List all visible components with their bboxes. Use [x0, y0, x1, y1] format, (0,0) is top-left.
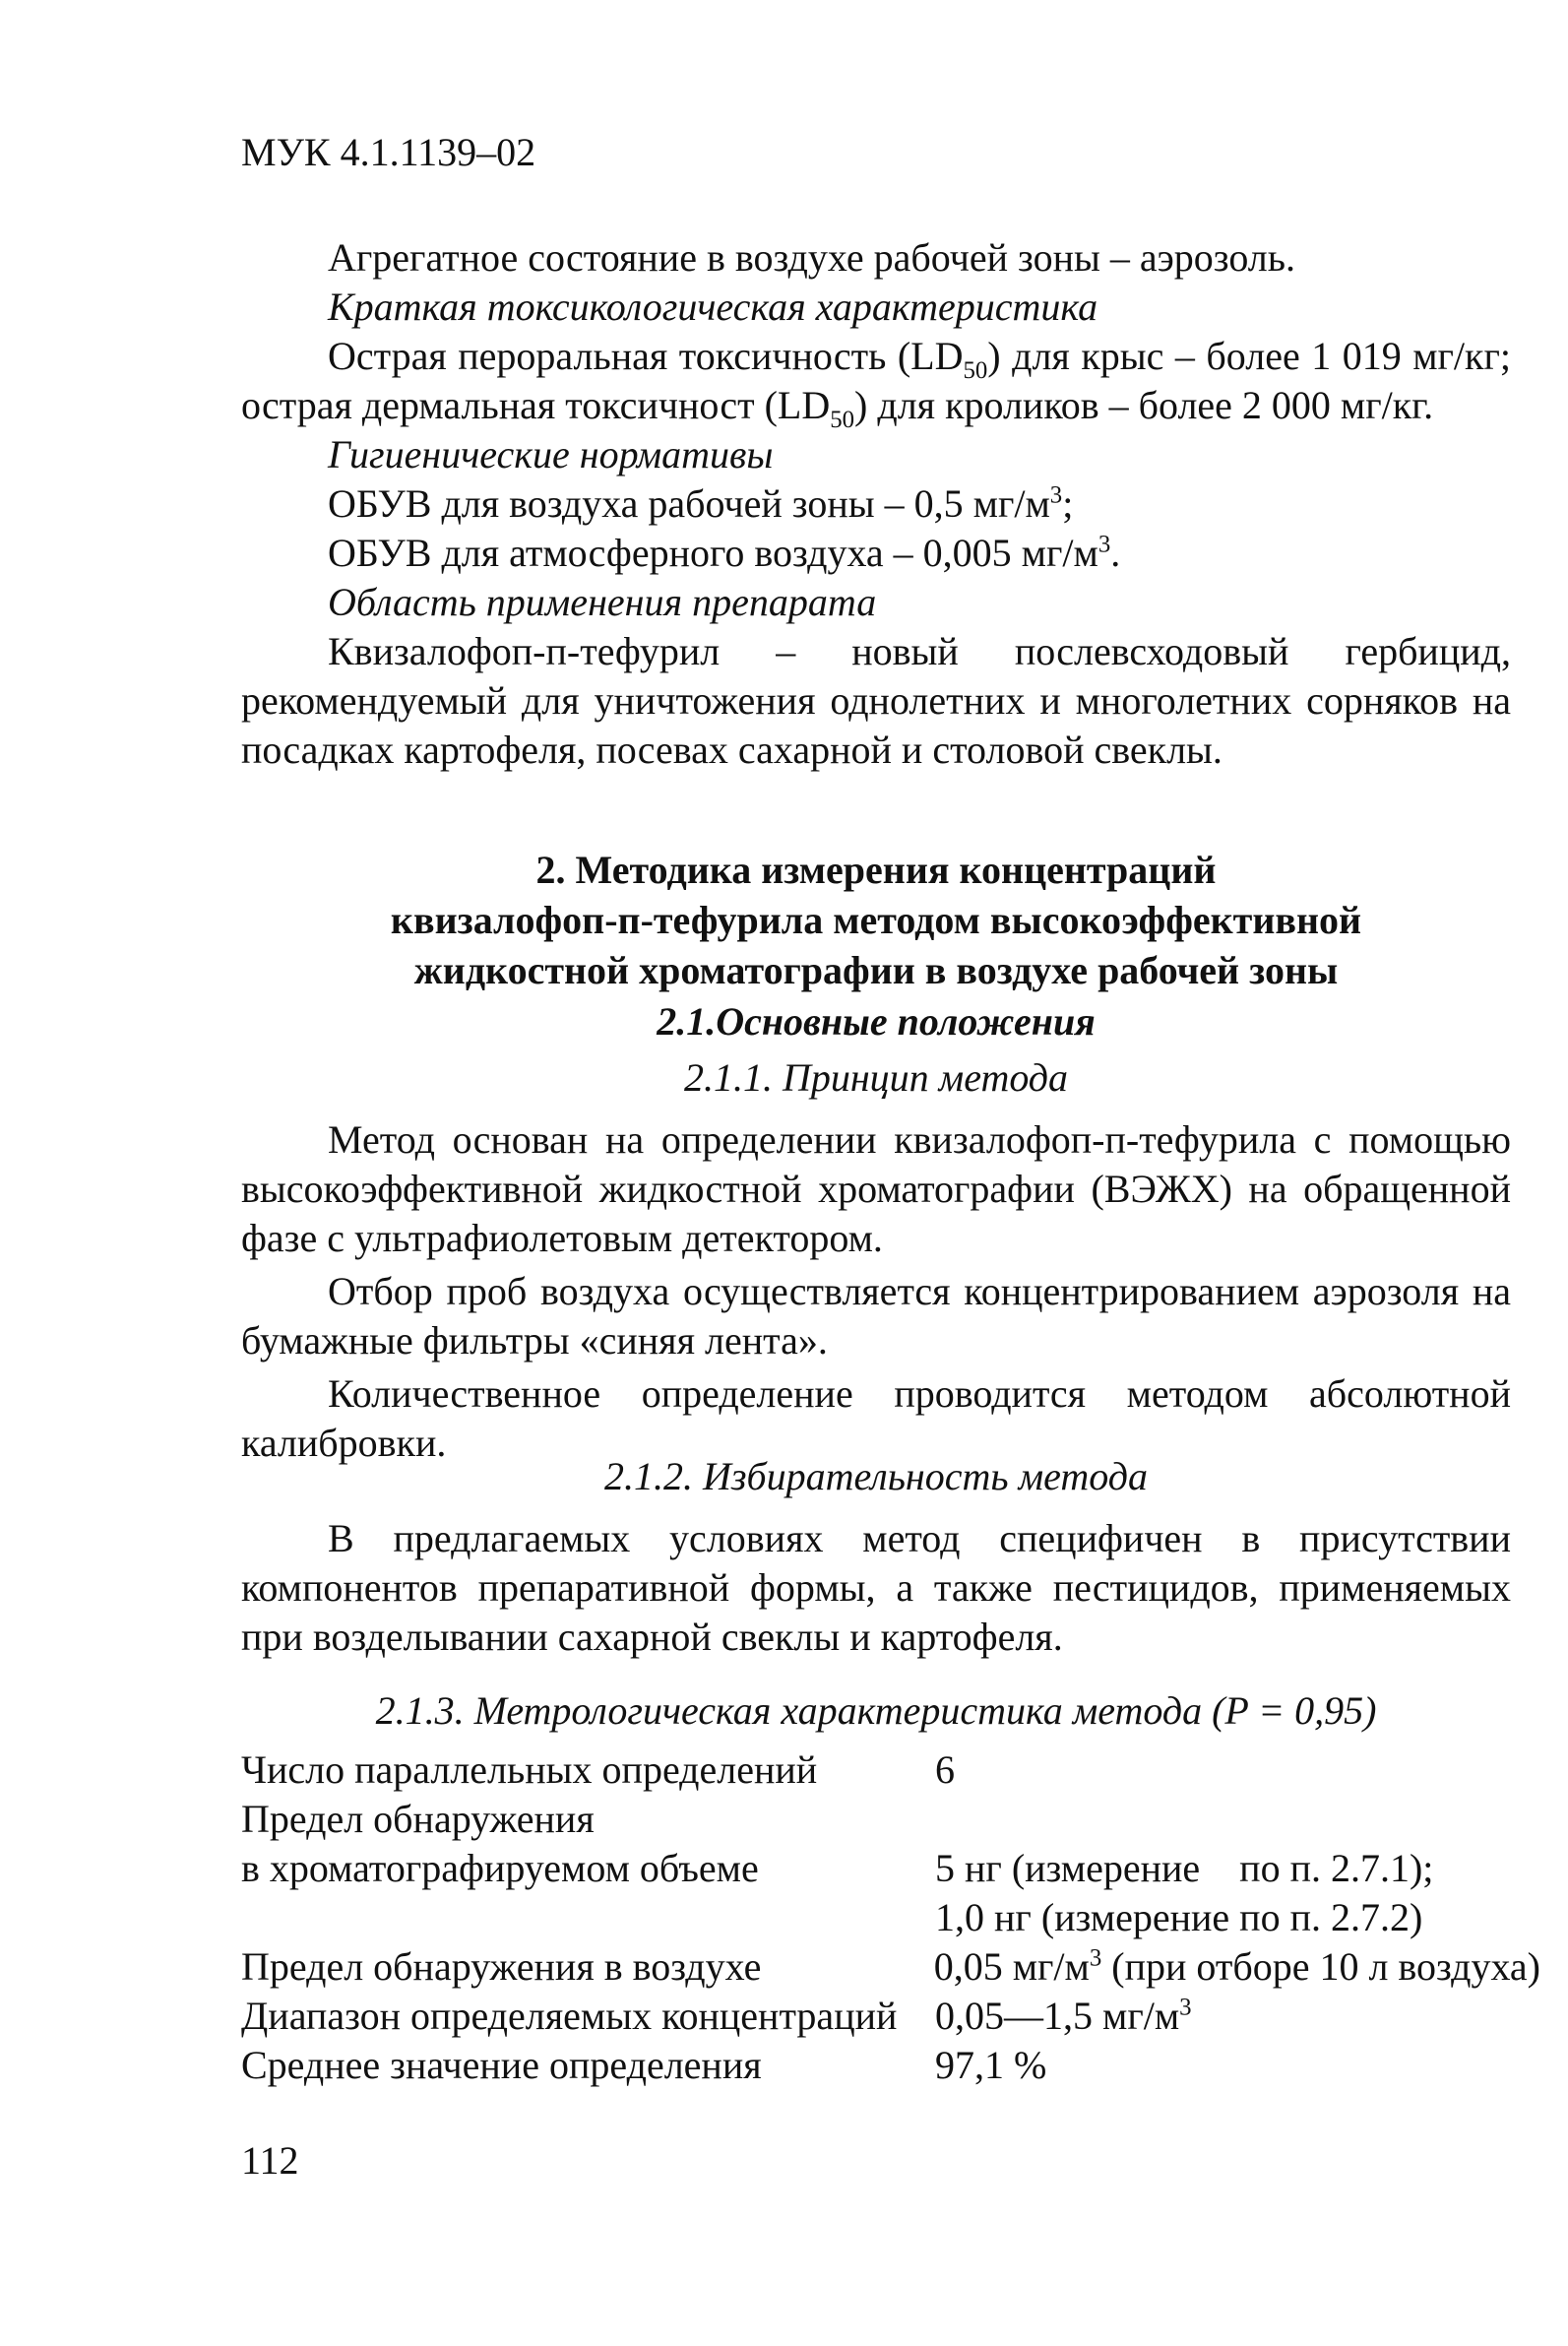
section-title-line-3: жидкостной хроматографии в воздухе рабочей зоны: [413, 948, 1339, 993]
metrology-value: 0,05 $мг/м^3$ (при отборе 10 л воздуха): [933, 1944, 1540, 1989]
metrology-label: Диапазон определяемых концентраций: [241, 1994, 898, 2038]
section-title-line-1: 2. Методика измерения концентраций: [535, 848, 1217, 892]
selectivity-block: [241, 1514, 1511, 1662]
page-number: 112: [241, 2138, 299, 2183]
table-row: [241, 1942, 1540, 1992]
scope-text: Квизалофоп-п-тефурил – новый послевсходовый гербицид, рекомендуемый для уничтожения однолетних и многолетних сорняков на посадках картофеля, посевах сахарной и столовой свеклы.: [241, 629, 1511, 772]
metrology-value: 97,1 %: [935, 2043, 1047, 2087]
metrology-value: 5 нг (измерение по п. 2.7.1);: [935, 1846, 1434, 1890]
table-row: [241, 1795, 1540, 1844]
principle-paragraph-3: Количественное определение проводится методом абсолютной калибровки.: [241, 1371, 1511, 1465]
metrology-label: в хроматографируемом объеме: [241, 1846, 759, 1890]
metrology-table: [241, 1745, 1540, 2090]
scope-heading: Область применения препарата: [328, 580, 877, 624]
table-row: [241, 1992, 1540, 2041]
table-row: [241, 1844, 1540, 1893]
metrology-label: Число параллельных определений: [241, 1747, 818, 1792]
subsection-2-1-3-heading: 2.1.3. Метрологическая характеристика метода (P = 0,95): [375, 1688, 1377, 1733]
table-row: [241, 1745, 1540, 1795]
section-2-title: [241, 845, 1511, 996]
metrology-label: Предел обнаружения: [241, 1797, 595, 1841]
metrology-label: Предел обнаружения в воздухе: [241, 1944, 762, 1989]
subsection-2-1-1-heading: 2.1.1. Принцип метода: [683, 1055, 1069, 1100]
principle-block: [241, 1115, 1511, 1468]
tox-heading: Краткая токсикологическая характеристика: [328, 285, 1098, 329]
subsection-2-1-heading: 2.1.Основные положения: [657, 999, 1096, 1044]
section-title-line-2: квизалофоп-п-тефурила методом высокоэффективной: [390, 898, 1362, 943]
metrology-label: Среднее значение определения: [241, 2043, 762, 2087]
obuv-atmosphere-text: ОБУВ для атмосферного воздуха – 0,005 $мг/м^3$.: [328, 531, 1121, 575]
selectivity-paragraph: В предлагаемых условиях метод специфичен в присутствии компонентов препаративной формы, а также пестицидов, применяемых при возделывании сахарной свеклы и картофеля.: [241, 1516, 1511, 1659]
principle-paragraph-1: Метод основан на определении квизалофоп-п-тефурила с помощью высокоэффективной жидкостной хроматографии (ВЭЖХ) на обращенной фазе с ультрафиолетовым детектором.: [241, 1117, 1511, 1260]
metrology-value: 6: [935, 1747, 955, 1792]
table-row: [241, 1893, 1540, 1942]
hygiene-heading: Гигиенические нормативы: [328, 432, 774, 476]
principle-paragraph-2: Отбор проб воздуха осуществляется концентрированием аэрозоля на бумажные фильтры «синяя лента».: [241, 1269, 1511, 1363]
tox-text: Острая пероральная токсичность $(LD_{50})$ для крыс – более 1 019 мг/кг; острая дермальная токсичност $(LD_{50})$ для кроликов – более 2 000 мг/кг.: [241, 334, 1512, 433]
subsection-2-1-2-heading: 2.1.2. Избирательность метода: [604, 1454, 1148, 1498]
table-row: [241, 2041, 1540, 2090]
metrology-value: 0,05—1,5 $мг/м^3$: [935, 1994, 1192, 2038]
document-code-header: МУК 4.1.1139–02: [241, 130, 536, 174]
metrology-value: 1,0 нг (измерение по п. 2.7.2): [935, 1895, 1423, 1939]
intro-block: [241, 233, 1511, 775]
aggregate-state-text: Агрегатное состояние в воздухе рабочей зоны – аэрозоль.: [328, 235, 1296, 280]
obuv-work-zone-text: ОБУВ для воздуха рабочей зоны – 0,5 $мг/м^3$;: [328, 481, 1074, 526]
